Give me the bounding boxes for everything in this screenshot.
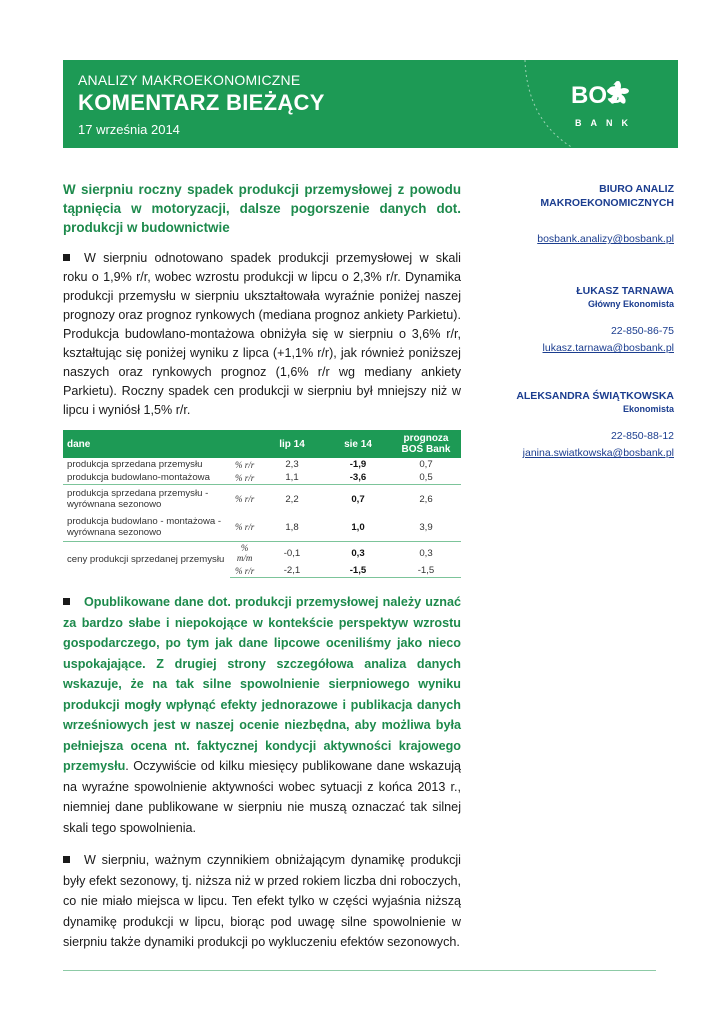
person1-name: ŁUKASZ TARNAWA — [576, 285, 674, 297]
table-header-row — [63, 430, 461, 458]
bank-logo: BOŚ — [571, 82, 624, 109]
table-row: produkcja sprzedana przemysłu - wyrównana sezonowo % r/r 2,2 0,7 2,6 — [63, 485, 461, 514]
bullet-square-icon — [63, 856, 70, 863]
table-row: ceny produkcji sprzedanej przemysłu % m/m -0,1 0,3 0,3 — [63, 542, 461, 565]
data-table — [63, 430, 461, 578]
table-header: dane — [63, 430, 230, 458]
headline: W sierpniu roczny spadek produkcji przemysłowej z powodu tąpnięcia w motoryzacji, dalsze pogorszenie danych dot. produkcji w budownictwie — [63, 182, 461, 235]
paragraph-3: W sierpniu, ważnym czynnikiem obniżającym dynamikę produkcji były efekt sezonowy, tj. niższa niż w przed rokiem liczba dni roboczych, co nie miało miejsca w lipcu. Ten efekt tylko w części wyjaśnia niższą dynamikę produkcji w lipcu, biorąc pod uwagę silne spowolnienie w sierpniu także dynamiki produkcji po wykluczeniu efektów sezonowych. — [63, 853, 461, 949]
person2-phone: 22-850-88-12 — [610, 430, 674, 442]
dept-name-line1: BIURO ANALIZ — [599, 183, 674, 195]
bank-logo-sub: BANK — [575, 118, 637, 128]
table-header: sie 14 — [325, 430, 391, 458]
person1-email-link[interactable]: lukasz.tarnawa@bosbank.pl — [542, 342, 674, 354]
person2-role: Ekonomista — [622, 404, 674, 414]
person1-phone: 22-850-86-75 — [610, 325, 674, 337]
bullet-square-icon — [63, 254, 70, 261]
main-content — [63, 180, 461, 961]
person1-role: Główny Ekonomista — [587, 299, 674, 309]
table-header: lip 14 — [259, 430, 325, 458]
table-row: % r/r -2,1 -1,5 -1,5 — [63, 564, 461, 578]
header-banner — [63, 60, 678, 148]
person2-name: ALEKSANDRA ŚWIĄTKOWSKA — [516, 390, 674, 402]
table-row: produkcja sprzedana przemysłu % r/r 2,3 -1,9 0,7 — [67, 459, 433, 470]
table-header — [230, 430, 259, 458]
person2-email-link[interactable]: janina.swiatkowska@bosbank.pl — [522, 447, 674, 459]
dept-name-line2: MAKROEKONOMICZNYCH — [540, 197, 674, 209]
header-kicker: ANALIZY MAKROEKONOMICZNE — [78, 72, 301, 88]
bullet-square-icon — [63, 598, 70, 605]
dept-email-link[interactable]: bosbank.analizy@bosbank.pl — [537, 233, 674, 245]
table-row: produkcja budowlano - montażowa - wyrównana sezonowo % r/r 1,8 1,0 3,9 — [67, 516, 433, 538]
table-header: prognoza BOŚ Bank — [391, 430, 461, 458]
footer-divider — [63, 970, 656, 971]
paragraph-1: W sierpniu odnotowano spadek produkcji przemysłowej w skali roku o 1,9% r/r, wobec wzrostu produkcji w lipcu o 2,3% r/r. Dynamika produkcji przemysłu w sierpniu ukształtowała wyraźnie poniżej naszej prognozy oraz prognoz rynkowych (mediana prognoz ankiety Parkietu). Produkcja budowlano-montażowa obniżyła się w sierpniu o 3,6% r/r, kształtując się poniżej wyniku z lipca (+1,1% r/r), jak również poniższej naszych oraz rynkowych prognoz (1,6% r/r wg mediany ankiety Parkietu). Roczny spadek cen produkcji w sierpniu był mniejszy niż w lipcu i wyniósł 1,5% r/r. — [63, 251, 461, 417]
table-row: produkcja budowlano-montażowa % r/r 1,1 -3,6 0,5 — [67, 472, 433, 483]
paragraph-2: Opublikowane dane dot. produkcji przemysłowej należy uznać za bardzo słabe i niepokojące w kontekście perspektyw wzrostu gospodarczego, po tym jak dane lipcowe oceniliśmy jako nieco uspokajające. Z drugiej strony szczegółowa analiza danych wskazuje, że na tak silne spowolnienie sierpniowego wyniku produkcji mogły wpłynąć efekty jednorazowe i publikacja danych wrześniowych jest w naszej ocenie niezbędna, aby możliwa była pełniejsza ocena nt. faktycznej kondycji aktywności krajowego przemysłu. Oczywiście od kilku miesięcy publikowane dane wskazują na wyraźne spowolnienie aktywności wobec sytuacji z końca 2013 r., niemniej dane publikowane w sierpniu nie muszą oznaczać tak silnej skali tego spowolnienia. — [63, 595, 461, 835]
page-title: KOMENTARZ BIEŻĄCY — [78, 90, 325, 115]
publication-date: 17 września 2014 — [78, 122, 180, 137]
sidebar-contacts — [480, 182, 674, 461]
